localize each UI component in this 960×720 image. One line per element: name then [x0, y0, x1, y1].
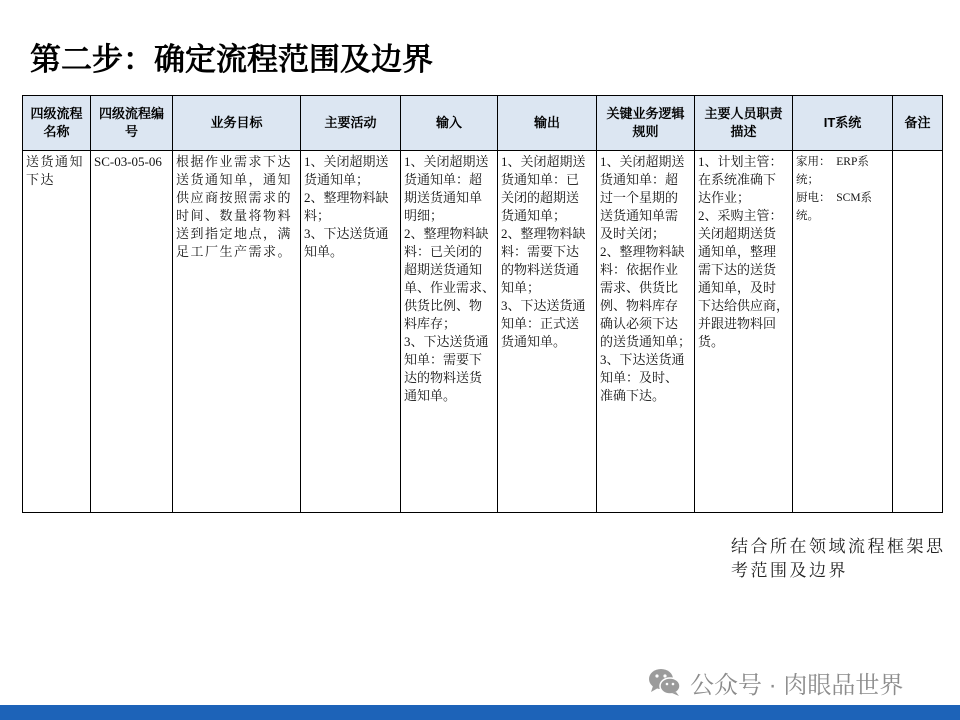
cell-rules: 1、关闭超期送 货通知单：超 过一个星期的 送货通知单需 及时关闭； 2、整理物料缺 料：依据作业 需求、供货比 例、物料库存 确认必须下达 的送货通知单； 3、下达送货通 知单：及时、 准确下达。	[597, 151, 695, 513]
table-head	[23, 96, 943, 151]
process-table	[22, 95, 943, 513]
bottom-bar	[0, 705, 960, 720]
wechat-icon	[648, 667, 682, 697]
scope-note: 结合所在领域流程框架思 考范围及边界	[731, 537, 946, 580]
cell-input: 1、关闭超期送 货通知单：超 期送货通知单 明细； 2、整理物料缺 料：已关闭的 超期送货通知 单、作业需求、 供货比例、物 料库存； 3、下达送货通 知单：需要下 达的物料送货 通知单。	[401, 151, 498, 513]
header-process-code: 四级流程编 号	[91, 96, 173, 151]
header-remark: 备注	[893, 96, 943, 151]
cell-duties: 1、计划主管： 在系统准确下 达作业； 2、采购主管： 关闭超期送货 通知单，整理 需下达的送货 通知单，及时 下达给供应商， 并跟进物料回 货。	[695, 151, 793, 513]
header-goal: 业务目标	[173, 96, 301, 151]
cell-output: 1、关闭超期送 货通知单：已 关闭的超期送 货通知单； 2、整理物料缺 料：需要下达 的物料送货通 知单； 3、下达送货通 知单：正式送 货通知单。	[498, 151, 597, 513]
header-input: 输入	[401, 96, 498, 151]
header-output: 输出	[498, 96, 597, 151]
header-rules: 关键业务逻辑 规则	[597, 96, 695, 151]
header-it-system: IT系统	[793, 96, 893, 151]
cell-process-name: 送货通知 下达	[23, 151, 91, 513]
cell-it-system: 家用： ERP系 统； 厨电： SCM系 统。	[793, 151, 893, 513]
cell-goal: 根据作业需求下达 送货通知单，通知 供应商按照需求的 时间、数量将物料 送到指定地点，满 足工厂生产需求。	[173, 151, 301, 513]
watermark-text: 公众号 · 肉眼品世界	[690, 671, 904, 699]
table-body	[23, 151, 943, 513]
slide-title: 第二步：确定流程范围及边界	[30, 42, 433, 77]
cell-remark	[893, 151, 943, 513]
header-process-name: 四级流程 名称	[23, 96, 91, 151]
cell-process-code: SC-03-05-06	[91, 151, 173, 513]
cell-activities: 1、关闭超期送 货通知单； 2、整理物料缺 料； 3、下达送货通 知单。	[301, 151, 401, 513]
watermark	[648, 664, 903, 700]
header-duties: 主要人员职责 描述	[695, 96, 793, 151]
header-activities: 主要活动	[301, 96, 401, 151]
table-row	[23, 151, 943, 513]
table-header-row	[23, 96, 943, 151]
